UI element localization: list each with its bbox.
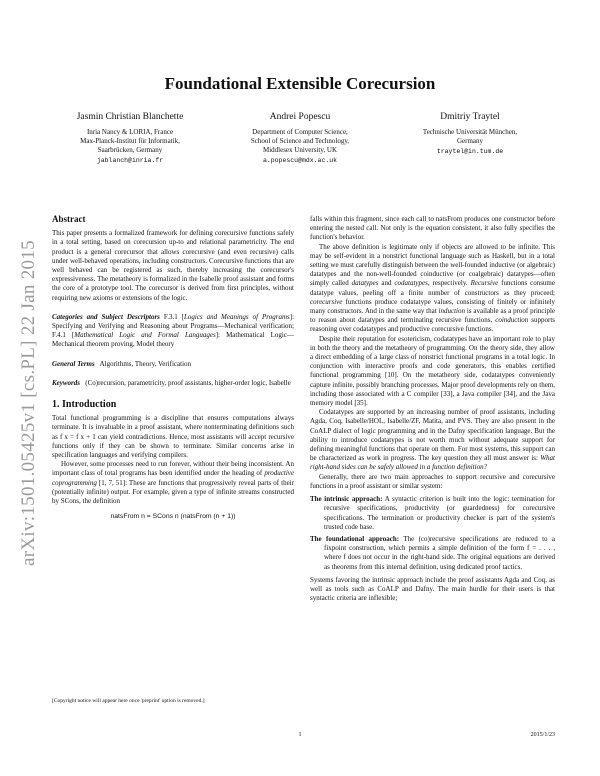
paper-title: Foundational Extensible Corecursion [164, 74, 436, 93]
list-item: The intrinsic approach: A syntactic criterion is built into the logic: termination for recursive specifications, productivity (or guardedness) for corecursive specifications. The termination or productivity checker is part of the system's trusted code base. [310, 495, 555, 531]
author-name: Andrei Popescu [269, 112, 331, 122]
paragraph: Despite their reputation for esotericism, codatatypes have an important role to play in both the theory and the metatheory of programming. On the theory side, they allow a direct embedding of a large class of nonstrict functional programs in a total logic. In conjunction with interactive proofs and code generators, this enables certified functional programming [10]. On the metatheory side, codatatypes conveniently capture infinite, possibly branching processes. Major proof developments rely on them, including those associated with a C compiler [33], a Java compiler [34], and the Java memory model [35]. [310, 334, 555, 408]
author-affiliation: Germany [456, 137, 484, 145]
paragraph: Codatatypes are supported by an increasing number of proof assistants, including Agda, Coq, Isabelle/HOL, Isabelle/ZF, Matita, and PVS. They are also present in the CoALP dialect of logic programming and in the Dafny specification language. But the ability to introduce codatatypes is not worth much without adequate support for defining meaningful functions that operate on them. For most systems, this support can be characterized as work in progress. The key question they all must answer is: What right-hand sides can be safely allowed in a function definition? [310, 408, 555, 472]
section-heading-introduction: 1. Introduction [52, 399, 117, 411]
left-column [52, 215, 294, 527]
author-email: jablanch@inria.fr [96, 157, 164, 164]
author-email: traytel@in.tum.de [436, 148, 504, 155]
abstract-heading: Abstract [52, 214, 86, 224]
author-affiliation: Department of Computer Science, [252, 128, 348, 136]
right-column [310, 215, 555, 603]
author-affiliation: Technische Universität München, [422, 128, 518, 136]
author-affiliation: Inria Nancy & LORIA, France [86, 128, 174, 136]
author-name: Jasmin Christian Blanchette [76, 112, 184, 122]
author-name: Dmitriy Traytel [440, 112, 500, 122]
page-number: 1 [298, 732, 302, 738]
author-block-2 [215, 113, 385, 165]
general-terms: General Terms Algorithms, Theory, Verification [52, 359, 192, 368]
author-block-1 [45, 113, 215, 165]
keywords: Keywords (Co)recursion, parametricity, proof assistants, higher-order logic, Isabelle [52, 378, 291, 387]
paragraph: Generally, there are two main approaches to support recursive and corecursive functions in a proof assistant or similar system: [310, 472, 555, 490]
intro-paragraph: However, some processes need to run forever, without their being inconsistent. An important class of total programs has been identified under the heading of productive coprogramming [1, 7, 51]: These are functions that progressively reveal parts of their (potentially infinite) output. For example, given a type of infinite streams constructed by SCons, the definition [52, 460, 294, 506]
list-item: The foundational approach: The (co)recursive specifications are reduced to a fixpoint construction, which permits a simple definition of the form f = . . . , where f does not occur in the right-hand side. The original equations are derived as theorems from this internal definition, using dedicated proof tactics. [310, 534, 556, 571]
paragraph: The above definition is legitimate only if objects are allowed to be infinite. This may be self-evident in a nonstrict functional language such as Haskell, but in a total setting we must carefully distinguish between the well-founded inductive (or algebraic) datatypes and the non-well-founded coinductive (or coalgebraic) datatypes—often simply called datatypes and codatatypes, respectively. Recursive functions consume datatype values, peeling off a finite number of constructors as they proceed; corecursive functions produce codatatype values, consisting of finitely or infinitely many constructors. And in the same way that induction is available as a proof principle to reason about datatypes and terminating recursive functions, coinduction supports reasoning over codatatypes and productive corecursive functions. [310, 242, 556, 334]
formula: natsFrom n = SCons n (natsFrom (n + 1)) [110, 513, 236, 521]
paragraph: falls within this fragment, since each call to natsFrom produces one constructor before entering the nested call. Not only is the equation consistent, it also fully specifies the function's behavior. [310, 215, 555, 242]
abstract-text: This paper presents a formalized framework for defining corecursive functions safely in a total setting, based on corecursion up-to and relational parametricity. The end product is a general corecursor that allows corecursive (and even recursive) calls under well-behaved operations, including constructors. Corecursive functions that are well behaved can be registered as such, thereby increasing the corecursor's expressiveness. The metatheory is formalized in the Isabelle proof assistant and forms the core of a prototype tool. The corecursor is derived from first principles, without requiring new axioms or extensions of the logic. [52, 229, 294, 302]
author-email: a.popescu@mdx.ac.uk [262, 157, 338, 164]
author-affiliation: Max-Planck-Institut für Informatik, [80, 137, 180, 145]
categories: Categories and Subject Descriptors F.3.1 [Logics and Meanings of Programs]: Specifying and Verifying and Reasoning about Programs—Mechanical verification; F.4.1 [Mathematical Logic and Formal Languages]: Mathematical Logic—Mechanical theorem proving, Model theory [52, 312, 295, 349]
date-stamp: 2015/1/23 [530, 732, 555, 738]
author-block-3 [385, 113, 555, 156]
arxiv-stamp: arXiv:1501.05425v1 [cs.PL] 22 Jan 2015 [18, 239, 39, 566]
paragraph: Systems favoring the intrinsic approach include the proof assistants Agda and Coq, as well as tools such as CoALP and Dafny. The main hurdle for their users is that syntactic criteria are inflexible; [310, 575, 555, 603]
author-affiliation: School of Science and Technology, [250, 137, 350, 145]
author-affiliation: Middlesex University, UK [262, 146, 337, 154]
copyright-footnote: [Copyright notice will appear here once 'preprint' option is removed.] [52, 698, 205, 704]
intro-paragraph: Total functional programming is a discipline that ensures computations always terminate. It is invaluable in a proof assistant, where nonterminating definitions such as f x = f x + 1 can yield contradictions. Hence, most assistants will accept recursive functions only if they can be shown to terminate. Similar concerns arise in specification languages and verifying compilers. [52, 414, 294, 460]
author-affiliation: Saarbrücken, Germany [97, 146, 163, 154]
